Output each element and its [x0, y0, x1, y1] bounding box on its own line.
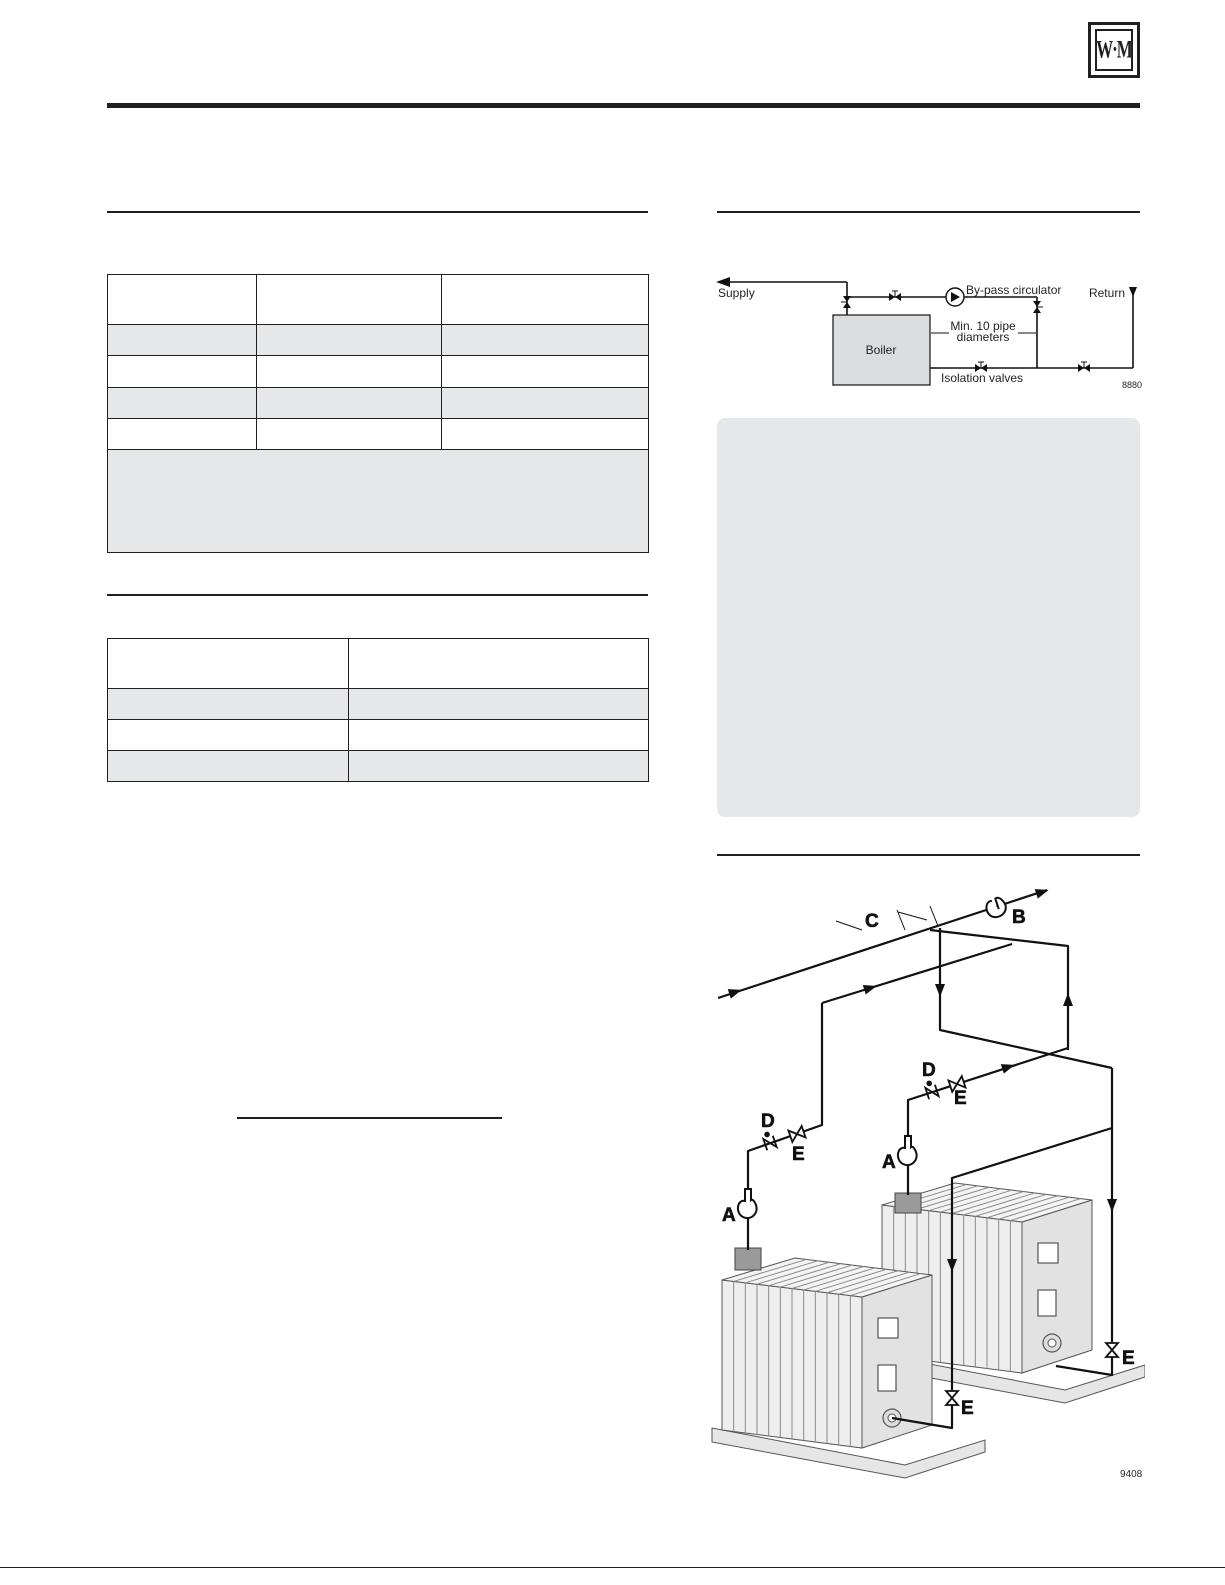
table-cell	[257, 356, 442, 388]
boiler-label: Boiler	[865, 343, 897, 357]
table-cell	[108, 419, 257, 450]
isolation-valve-icon	[1106, 1343, 1118, 1357]
isolation-valve-icon	[1033, 301, 1043, 313]
table-header-cell	[442, 275, 649, 325]
callout-a-rear: A	[882, 1152, 896, 1173]
callout-e-front-return: E	[961, 1398, 974, 1419]
flow-arrow-icon	[1063, 993, 1073, 1006]
table-cell	[108, 751, 349, 782]
table-header-row	[108, 639, 649, 689]
access-panel	[878, 1365, 896, 1391]
table-cell	[442, 388, 649, 419]
boiler-circulator-icon	[898, 1136, 917, 1165]
dimension-line	[836, 921, 862, 930]
brand-logo	[1088, 22, 1140, 78]
table-2	[107, 638, 649, 782]
table-row	[108, 419, 649, 450]
table-cell	[442, 356, 649, 388]
isolation-valve-icon	[1078, 362, 1090, 372]
section-rule-left-2	[107, 594, 648, 596]
brand-logo-frame	[1095, 29, 1133, 71]
figure-number: 8880	[1122, 380, 1143, 390]
callout-d-front: D	[761, 1111, 775, 1132]
table-cell	[108, 325, 257, 356]
table-header-cell	[108, 275, 257, 325]
table-cell	[108, 720, 349, 751]
front-boiler-branch-pipe	[748, 1003, 822, 1250]
table-cell	[349, 720, 649, 751]
dimension-extension-line	[930, 906, 938, 926]
callout-a-front: A	[722, 1205, 736, 1226]
spacing-label-line1: Min. 10 pipe	[950, 319, 1016, 333]
table-cell	[257, 388, 442, 419]
table-1	[107, 274, 649, 553]
valve-body	[788, 1128, 799, 1142]
table-cell	[108, 689, 349, 720]
table-cell	[257, 325, 442, 356]
callout-c: C	[865, 911, 879, 932]
callout-e-rear-return: E	[1122, 1348, 1135, 1369]
primary-loop-pipe	[940, 928, 1112, 1068]
return-label: Return	[1088, 286, 1125, 300]
boiler-supply-header	[822, 944, 1012, 1003]
valve-body	[843, 302, 851, 308]
table-cell	[442, 419, 649, 450]
bypass-piping-diagram	[710, 265, 1145, 395]
table-row	[108, 751, 649, 782]
multiple-boiler-piping-illustration	[710, 875, 1145, 1485]
supply-outlet-flange	[895, 1193, 921, 1213]
valve-body	[1078, 364, 1084, 372]
boiler-circulator-icon	[738, 1189, 757, 1218]
table-row	[108, 388, 649, 419]
valve-body	[795, 1126, 806, 1140]
table-cell	[257, 419, 442, 450]
supply-outlet-flange	[735, 1248, 761, 1270]
dimension-line	[898, 912, 927, 920]
circulator-icon	[946, 288, 964, 306]
valve-body	[1033, 301, 1041, 307]
table-footnote-cell	[108, 450, 649, 553]
check-valve-body	[763, 1136, 776, 1151]
table-row	[108, 689, 649, 720]
callout-d-rear: D	[922, 1060, 936, 1081]
valve-body	[1033, 307, 1041, 313]
brand-logo-text: W·M	[1096, 35, 1132, 64]
callout-e-rear: E	[954, 1088, 967, 1109]
check-valve-icon	[761, 1130, 776, 1150]
table-cell	[442, 325, 649, 356]
table-cell	[108, 356, 257, 388]
table-header-cell	[349, 639, 649, 689]
table-cell	[108, 388, 257, 419]
access-panel	[1038, 1290, 1056, 1316]
figure-number: 9408	[1120, 1469, 1143, 1480]
table-row	[108, 325, 649, 356]
valve-body	[889, 293, 895, 301]
callout-b: B	[1012, 907, 1026, 928]
table-header-cell	[108, 639, 349, 689]
sight-port	[1038, 1243, 1058, 1263]
isolation-valve-icon	[788, 1126, 805, 1142]
spacing-label-line2: diameters	[956, 330, 1010, 344]
check-valve-icon	[924, 1079, 939, 1099]
circulator-label: By-pass circulator	[966, 283, 1062, 297]
table-header-cell	[257, 275, 442, 325]
flow-arrow-icon	[935, 984, 945, 997]
table-cell	[349, 751, 649, 782]
table-cell	[349, 689, 649, 720]
check-valve-body	[925, 1085, 938, 1100]
return-arrow-icon	[1129, 287, 1137, 297]
flow-arrow-icon	[1035, 885, 1050, 899]
flow-arrow-icon	[1001, 1060, 1016, 1074]
callout-e-front: E	[792, 1144, 805, 1165]
table-row	[108, 720, 649, 751]
section-rule-left-1	[107, 211, 648, 213]
sight-port	[878, 1318, 898, 1338]
header-rule	[107, 103, 1140, 108]
flow-arrow-icon	[728, 985, 743, 999]
table-row	[108, 356, 649, 388]
section-rule-right-2	[717, 854, 1140, 856]
valve-body	[1084, 364, 1090, 372]
isolation-valve-icon	[946, 1391, 958, 1405]
valve-body	[946, 1398, 958, 1405]
supply-label: Supply	[718, 286, 755, 300]
page-bottom-line	[0, 1567, 1225, 1568]
isolation-valves-label: Isolation valves	[941, 371, 1024, 385]
isolation-valve-icon	[889, 291, 901, 301]
valve-body	[895, 293, 901, 301]
flow-arrow-icon	[1107, 1199, 1117, 1212]
system-circulator-icon	[984, 896, 1008, 920]
table-footnote-row	[108, 450, 649, 553]
valve-body	[1106, 1350, 1118, 1357]
short-divider-rule	[237, 1117, 502, 1119]
return-connection-opening	[1048, 1339, 1056, 1347]
section-rule-right-1	[717, 211, 1140, 213]
table-header-row	[108, 275, 649, 325]
note-box	[717, 418, 1140, 817]
flow-arrow-icon	[863, 981, 878, 994]
